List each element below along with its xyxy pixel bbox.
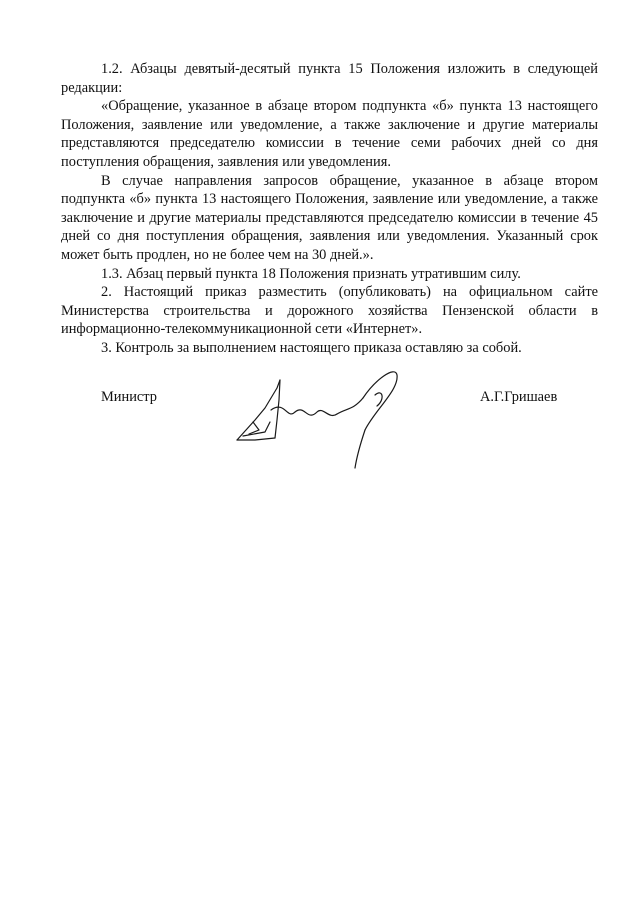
paragraph-1-3: 1.3. Абзац первый пункта 18 Положения признать утратившим силу. xyxy=(101,265,521,282)
paragraph-quote-2: В случае направления запросов обращение, указанное в абзаце втором подпункта «б» пункта 13 настоящего Положения, заявление или уведомление, а также заключение и другие материалы представляются председателю комиссии в течение 45 дней со дня поступления обращения, заявления или уведомления. Указанный срок может быть продлен, но не более чем на 30 дней.». xyxy=(61,172,598,263)
handwritten-signature xyxy=(225,350,405,475)
signatory-name: А.Г.Гришаев xyxy=(480,389,558,405)
paragraph-2: 2. Настоящий приказ разместить (опубликовать) на официальном сайте Министерства строительства и дорожного хозяйства Пензенской области в информационно-телекоммуникационной сети «Интернет». xyxy=(61,284,598,338)
paragraph-quote-1: «Обращение, указанное в абзаце втором подпункта «б» пункта 13 настоящего Положения, заявление или уведомление, а также заключение и другие материалы представляются председателю комиссии в течение семи рабочих дней со дня поступления обращения, заявления или уведомления. xyxy=(61,98,598,170)
paragraph-3: 3. Контроль за выполнением настоящего приказа оставляю за собой. xyxy=(101,339,522,356)
signatory-title: Министр xyxy=(101,389,157,405)
paragraph-1-2: 1.2. Абзацы девятый-десятый пункта 15 Положения изложить в следующей редакции: xyxy=(61,61,598,96)
